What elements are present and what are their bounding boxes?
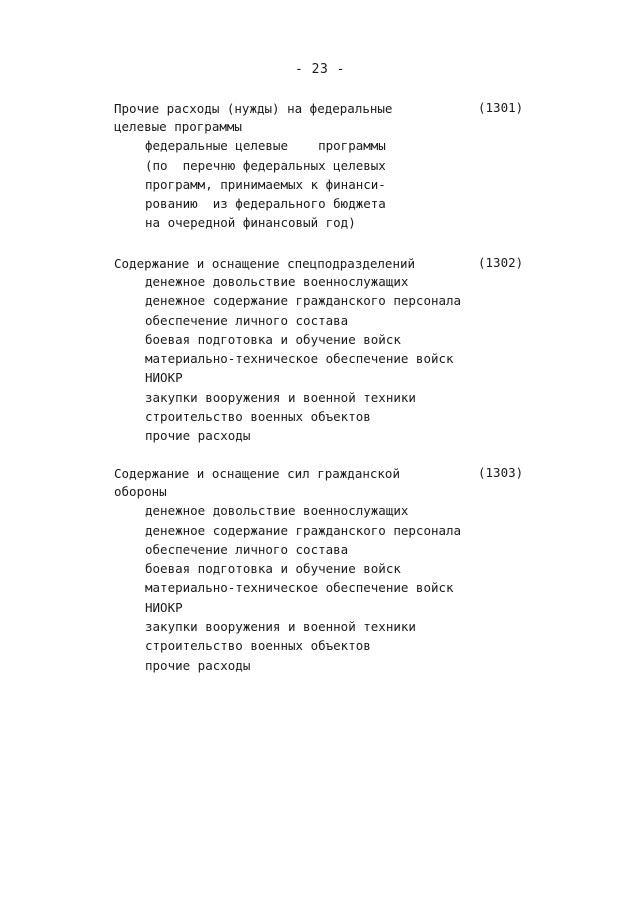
- section-item: строительство военных объектов: [145, 638, 371, 654]
- section-heading-continuation: обороны: [114, 484, 167, 499]
- section-heading-row: [114, 253, 534, 272]
- section-heading-row: [114, 98, 534, 117]
- section-item: на очередной финансовый год): [145, 215, 356, 231]
- section-item: закупки вооружения и военной техники: [145, 619, 416, 635]
- section-item: обеспечение личного состава: [145, 541, 349, 557]
- section-item: обеспечение личного состава: [145, 312, 349, 328]
- budget-section-1303: [114, 463, 534, 675]
- section-code: (1302): [478, 255, 524, 270]
- section-item: НИОКР: [145, 599, 183, 615]
- section-item: НИОКР: [145, 370, 183, 386]
- section-heading: Содержание и оснащение спецподразделений: [114, 256, 416, 271]
- section-item: строительство военных объектов: [145, 409, 371, 425]
- section-heading-continuation: целевые программы: [114, 119, 242, 134]
- section-item: материально-техническое обеспечение войск: [145, 580, 454, 596]
- section-item: боевая подготовка и обучение войск: [145, 561, 401, 577]
- page-number: - 23 -: [295, 62, 345, 77]
- section-heading-row: [114, 463, 534, 482]
- section-item: прочие расходы: [145, 657, 251, 673]
- section-code: (1303): [478, 465, 524, 480]
- section-item: денежное содержание гражданского персонала: [145, 522, 462, 538]
- section-item: (по перечню федеральных целевых: [145, 157, 386, 173]
- section-item: программ, принимаемых к финанси-: [145, 176, 386, 192]
- section-item: материально-техническое обеспечение войск: [145, 351, 454, 367]
- section-code: (1301): [478, 100, 524, 115]
- section-item: боевая подготовка и обучение войск: [145, 331, 401, 347]
- budget-section-1302: [114, 253, 534, 446]
- section-item: денежное довольствие военнослужащих: [145, 274, 409, 289]
- section-item: федеральные целевые программы: [145, 138, 386, 154]
- section-heading: Содержание и оснащение сил гражданской: [114, 466, 400, 481]
- section-heading: Прочие расходы (нужды) на федеральные: [114, 101, 393, 116]
- section-item: закупки вооружения и военной техники: [145, 389, 416, 405]
- budget-section-1301: [114, 98, 534, 233]
- section-item: прочие расходы: [145, 428, 251, 444]
- section-item: денежное содержание гражданского персонала: [145, 293, 462, 309]
- section-item: денежное довольствие военнослужащих: [145, 503, 409, 519]
- section-item: рованию из федерального бюджета: [145, 196, 386, 212]
